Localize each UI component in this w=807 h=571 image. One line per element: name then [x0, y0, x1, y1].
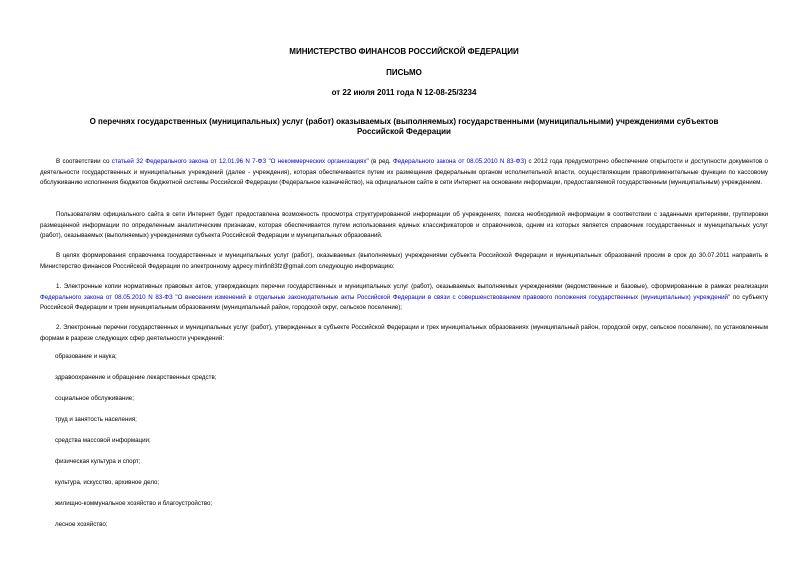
paragraph-1: [40, 157, 768, 189]
ministry-heading: МИНИСТЕРСТВО ФИНАНСОВ РОССИЙСКОЙ ФЕДЕРАЦИИ: [289, 47, 519, 56]
list-item: физическая культура и спорт;: [55, 458, 141, 465]
list-item: культура, искусство, архивное дело;: [55, 479, 160, 486]
list-item: труд и занятость населения;: [55, 416, 137, 423]
list-item: жилищно-коммунальное хозяйство и благоустройство;: [55, 500, 213, 507]
p4-text-b: по субъекту Российской Федерации и трем муниципальным образованиям (муниципальный район, городской округ, сельское поселение);: [40, 293, 768, 311]
p1-text-c: ) с 2012 года предусмотрено обеспечение открытости и доступности документов о деятельности государственных и муниципальных учреждений (далее - учреждения), которая обеспечивается путем их размещения федеральным органом исполнительной власти, осуществляющим правоприменительные функции по кассовому обслуживанию исполнения бюджетов бюджетной системы Российской Федерации (Федеральное казначейство), на официальном сайте в сети Интернет на основании информации, предоставляемой государственным (муниципальным) учреждением.: [40, 158, 768, 186]
date-number-heading: от 22 июля 2011 года N 12-08-25/3234: [331, 88, 477, 97]
p1-text-a: В соответствии со: [56, 158, 112, 165]
list-item: социальное обслуживание;: [55, 395, 134, 402]
law-link-article-32[interactable]: статьей 32 Федерального закона от 12.01.96 N 7-ФЗ "О некоммерческих организациях": [111, 158, 369, 165]
doc-type-heading: ПИСЬМО: [386, 68, 422, 77]
list-item: лесное хозяйство;: [55, 521, 108, 528]
law-link-83fz-amendments[interactable]: Федерального закона от 08.05.2010 N 83-ФЗ "О внесении изменений в отдельные законодательные акты Российской Федерации в связи с совершенствованием правового положения государственных (муниципальных) учреждений": [40, 293, 731, 301]
p1-text-b: (в ред.: [368, 158, 394, 165]
paragraph-3: В целях формирования справочника государственных и муниципальных услуг (работ), оказываемых (выполняемых) учреждениями субъекта Российской Федерации и муниципальных образований просим в срок до 30.07.2011 направить в Министерство финансов Российской Федерации по электронному адресу minfin83fz@gmail.com следующую информацию:: [40, 252, 768, 270]
paragraph-2: Пользователям официального сайта в сети Интернет будет предоставлена возможность просмотра структурированной информации об учреждениях, поиска необходимой информации в соответствии с заданными критериями, группировки размещенной информации по определенным аналитическим признакам, которая обеспечивается путем использования единых классификаторов и справочников, одним из которых является справочник государственных и муниципальных услуг (работ), оказываемых (выполняемых) учреждениями субъекта Российской Федерации и муниципальных образований.: [40, 211, 768, 239]
paragraph-5: 2. Электронные перечни государственных и муниципальных услуг (работ), утвержденных в субъекте Российской Федерации и трех муниципальных образованиях (муниципальный район, городской округ, сельское поселение), по установленным формам в разрезе следующих сфер деятельности учреждений:: [40, 324, 768, 342]
list-item: образование и наука;: [55, 353, 117, 360]
list-item: средства массовой информации;: [55, 437, 151, 444]
p4-text-a: 1. Электронные копии нормативных правовых актов, утверждающих перечни государственных и муниципальных услуг (работ), оказываемых выполняемых учреждениями (ведомственные и базовые), сформированные в рамках реализации: [56, 283, 768, 290]
list-item: здравоохранение и обращение лекарственных средств;: [55, 374, 217, 381]
paragraph-4: [40, 282, 768, 314]
law-link-83fz[interactable]: Федерального закона от 08.05.2010 N 83-ФЗ: [393, 158, 525, 165]
subject-heading: О перечнях государственных (муниципальных) услуг (работ) оказываемых (выполняемых) государственными (муниципальными) учреждениями субъектов Российской Федерации: [89, 117, 719, 136]
